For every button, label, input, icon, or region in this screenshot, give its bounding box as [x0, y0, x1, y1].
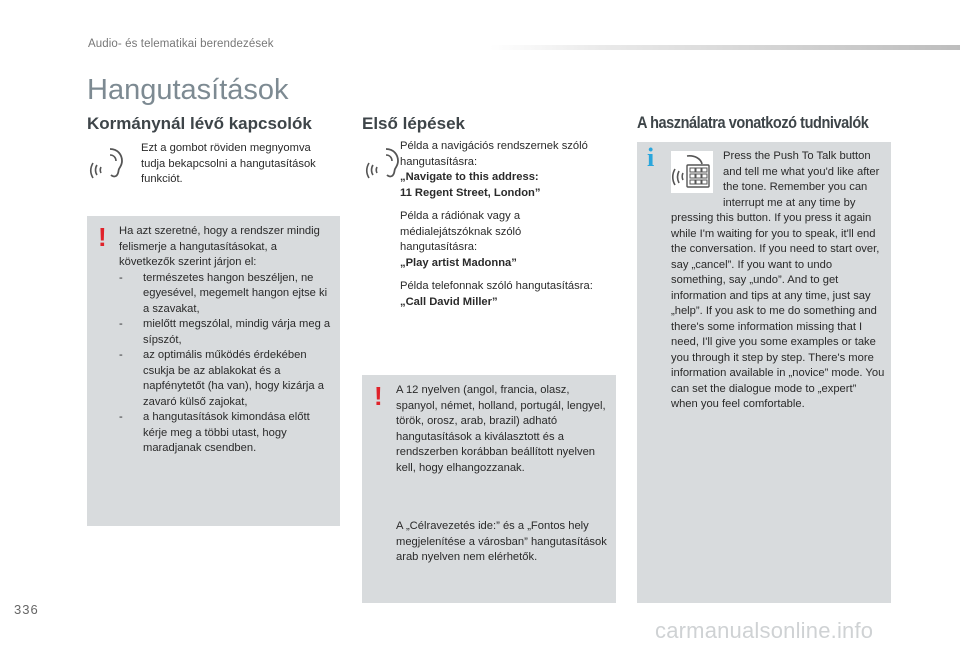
page-number: 336 [14, 602, 39, 617]
page-title: Hangutasítások [87, 74, 289, 106]
column-title-steering-controls: Kormánynál lévő kapcsolók [87, 114, 312, 133]
warning-lead: Ha azt szeretné, hogy a rendszer mindig felismerje a hangutasításokat, a következők szerint járjon el: [119, 225, 320, 268]
voice-command-icon [364, 143, 404, 183]
warning-text-steering [119, 224, 334, 457]
watermark: carmanualsonline.info [655, 618, 874, 643]
example-phone: Példa telefonnak szóló hangutasításra: „Call David Miller” [400, 280, 593, 308]
column-title-usage-info: A használatra vonatkozó tudnivalók [637, 114, 869, 132]
example-navigation: Példa a navigációs rendszernek szóló hangutasításra: „Navigate to this address: 11 Regent Street, London” [400, 140, 588, 199]
list-item: - természetes hangon beszéljen, ne egyesével, megemelt hangon ejtse ki a szavakat, [119, 271, 328, 315]
voice-command-icon [88, 143, 128, 183]
example-radio: Példa a rádiónak vagy a médialejátszóknak szóló hangutasításra: „Play artist Madonna” [400, 210, 522, 269]
list-item: - az optimális működés érdekében csukja be az ablakokat és a napfénytetőt (ha van), hogy kizárja a zavaró külső zajokat, [119, 349, 324, 408]
steering-intro: Ezt a gombot röviden megnyomva tudja bekapcsolni a hangutasítások funkciót. [141, 142, 316, 185]
languages-note: A 12 nyelven (angol, francia, olasz, spanyol, német, holland, portugál, lengyel, török, orosz, arab, brazil) adható hangutasítások a kiválasztott és a rendszerben korábban beállított nyelven kell, hogy elhangozzanak. [396, 384, 606, 474]
warning-list [119, 271, 334, 457]
info-icon: i [647, 143, 655, 172]
exclamation-icon: ! [374, 381, 383, 411]
section-header: Audio- és telematikai berendezések [88, 38, 274, 50]
list-item: - a hangutasítások kimondása előtt kérje meg a többi utast, hogy maradjanak csendben. [119, 411, 310, 454]
column-title-first-steps: Első lépések [362, 114, 466, 133]
arabic-note: A „Célravezetés ide:” és a „Fontos hely megjelenítése a városban” hangutasítások arab nyelven nem elérhetők. [396, 520, 607, 563]
usage-info-text: Press the Push To Talk button and tell me what you'd like after the tone. Remember you can interrupt me at any time by pressing this button. If you press it again while I'm waiting for you to speak, it'll end the conversation. If you need to start over, say „cancel”. If you want to undo something, say „undo”. And to get information and tips at any time, just say „help”. If you ask to me do something and there's some information missing that I need, I'll give you some examples or take you through it step by step. There's more information available in „novice” mode. You can set the dialogue mode to „expert” when you feel comfortable. [671, 150, 885, 410]
header-divider [490, 45, 960, 50]
exclamation-icon: ! [98, 222, 107, 252]
list-item: - mielőtt megszólal, mindig várja meg a sípszót, [119, 318, 331, 346]
